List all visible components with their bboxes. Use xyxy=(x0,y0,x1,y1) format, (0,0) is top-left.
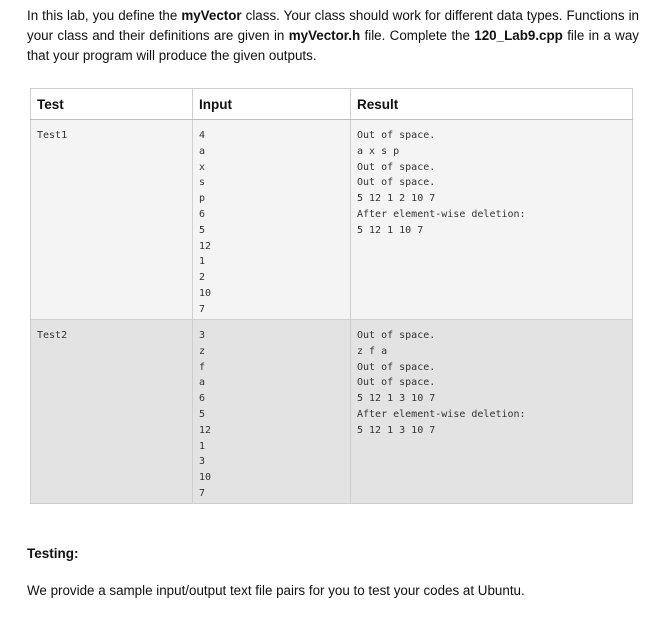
test-name: Test1 xyxy=(37,130,68,141)
test-name-cell xyxy=(31,120,193,320)
intro-text-4: file in a way that your program will produce the given outputs. xyxy=(27,28,639,63)
input-line: p xyxy=(199,193,206,205)
table-row xyxy=(31,120,633,320)
result-line: Out of space. xyxy=(357,130,436,141)
input-line: z xyxy=(199,345,206,357)
input-line: 6 xyxy=(199,393,206,405)
test-cases-table xyxy=(30,88,633,504)
input-line: 7 xyxy=(199,487,206,499)
input-line: 5 xyxy=(199,408,206,420)
input-line: 10 xyxy=(199,472,212,484)
header-input: Input xyxy=(193,89,351,120)
input-line: 6 xyxy=(199,208,206,220)
input-line: 2 xyxy=(199,272,206,284)
cpp-file-name: 120_Lab9.cpp xyxy=(474,28,563,43)
result-line: a x s p xyxy=(357,145,400,157)
result-line: 5 12 1 10 7 xyxy=(357,224,424,236)
result-cell xyxy=(351,120,633,320)
table-header-row xyxy=(31,89,633,120)
result-line: Out of space. xyxy=(357,361,436,373)
input-line: x xyxy=(199,161,206,173)
input-line: 12 xyxy=(199,424,212,436)
result-line: Out of space. xyxy=(357,161,436,173)
intro-text-1: In this lab, you define the xyxy=(27,8,182,23)
input-line: 1 xyxy=(199,440,206,452)
input-cell xyxy=(193,120,351,320)
intro-text-2: class. Your class should work for different data types. Functions in your class and their definitions are given in xyxy=(27,8,639,43)
class-name: myVector xyxy=(181,8,242,23)
test-name: Test2 xyxy=(37,330,68,341)
input-line: s xyxy=(199,177,206,189)
result-line: After element-wise deletion: xyxy=(357,408,526,420)
intro-paragraph xyxy=(27,6,639,66)
test-name-cell xyxy=(31,320,193,504)
result-line: 5 12 1 3 10 7 xyxy=(357,393,436,405)
result-line: 5 12 1 3 10 7 xyxy=(357,424,436,436)
testing-description: We provide a sample input/output text file pairs for you to test your codes at Ubuntu. xyxy=(27,583,525,598)
input-line: 1 xyxy=(199,256,206,268)
input-line: 3 xyxy=(199,330,206,341)
result-line: z f a xyxy=(357,345,388,357)
result-line: Out of space. xyxy=(357,330,436,341)
input-line: 12 xyxy=(199,240,212,252)
table-row xyxy=(31,320,633,504)
input-line: 3 xyxy=(199,456,206,468)
input-line: a xyxy=(199,377,206,389)
input-cell xyxy=(193,320,351,504)
input-line: 5 xyxy=(199,224,206,236)
header-result: Result xyxy=(351,89,633,120)
result-line: Out of space. xyxy=(357,177,436,189)
result-cell xyxy=(351,320,633,504)
result-line: 5 12 1 2 10 7 xyxy=(357,193,436,205)
input-line: f xyxy=(199,361,206,373)
result-line: After element-wise deletion: xyxy=(357,208,526,220)
testing-heading: Testing: xyxy=(27,546,79,561)
header-file-name: myVector.h xyxy=(288,28,361,43)
result-line: Out of space. xyxy=(357,377,436,389)
input-line: 4 xyxy=(199,130,206,141)
intro-text-3: file. Complete the xyxy=(360,28,475,43)
header-test: Test xyxy=(31,89,193,120)
input-line: a xyxy=(199,145,206,157)
input-line: 10 xyxy=(199,287,212,299)
input-line: 7 xyxy=(199,303,206,315)
